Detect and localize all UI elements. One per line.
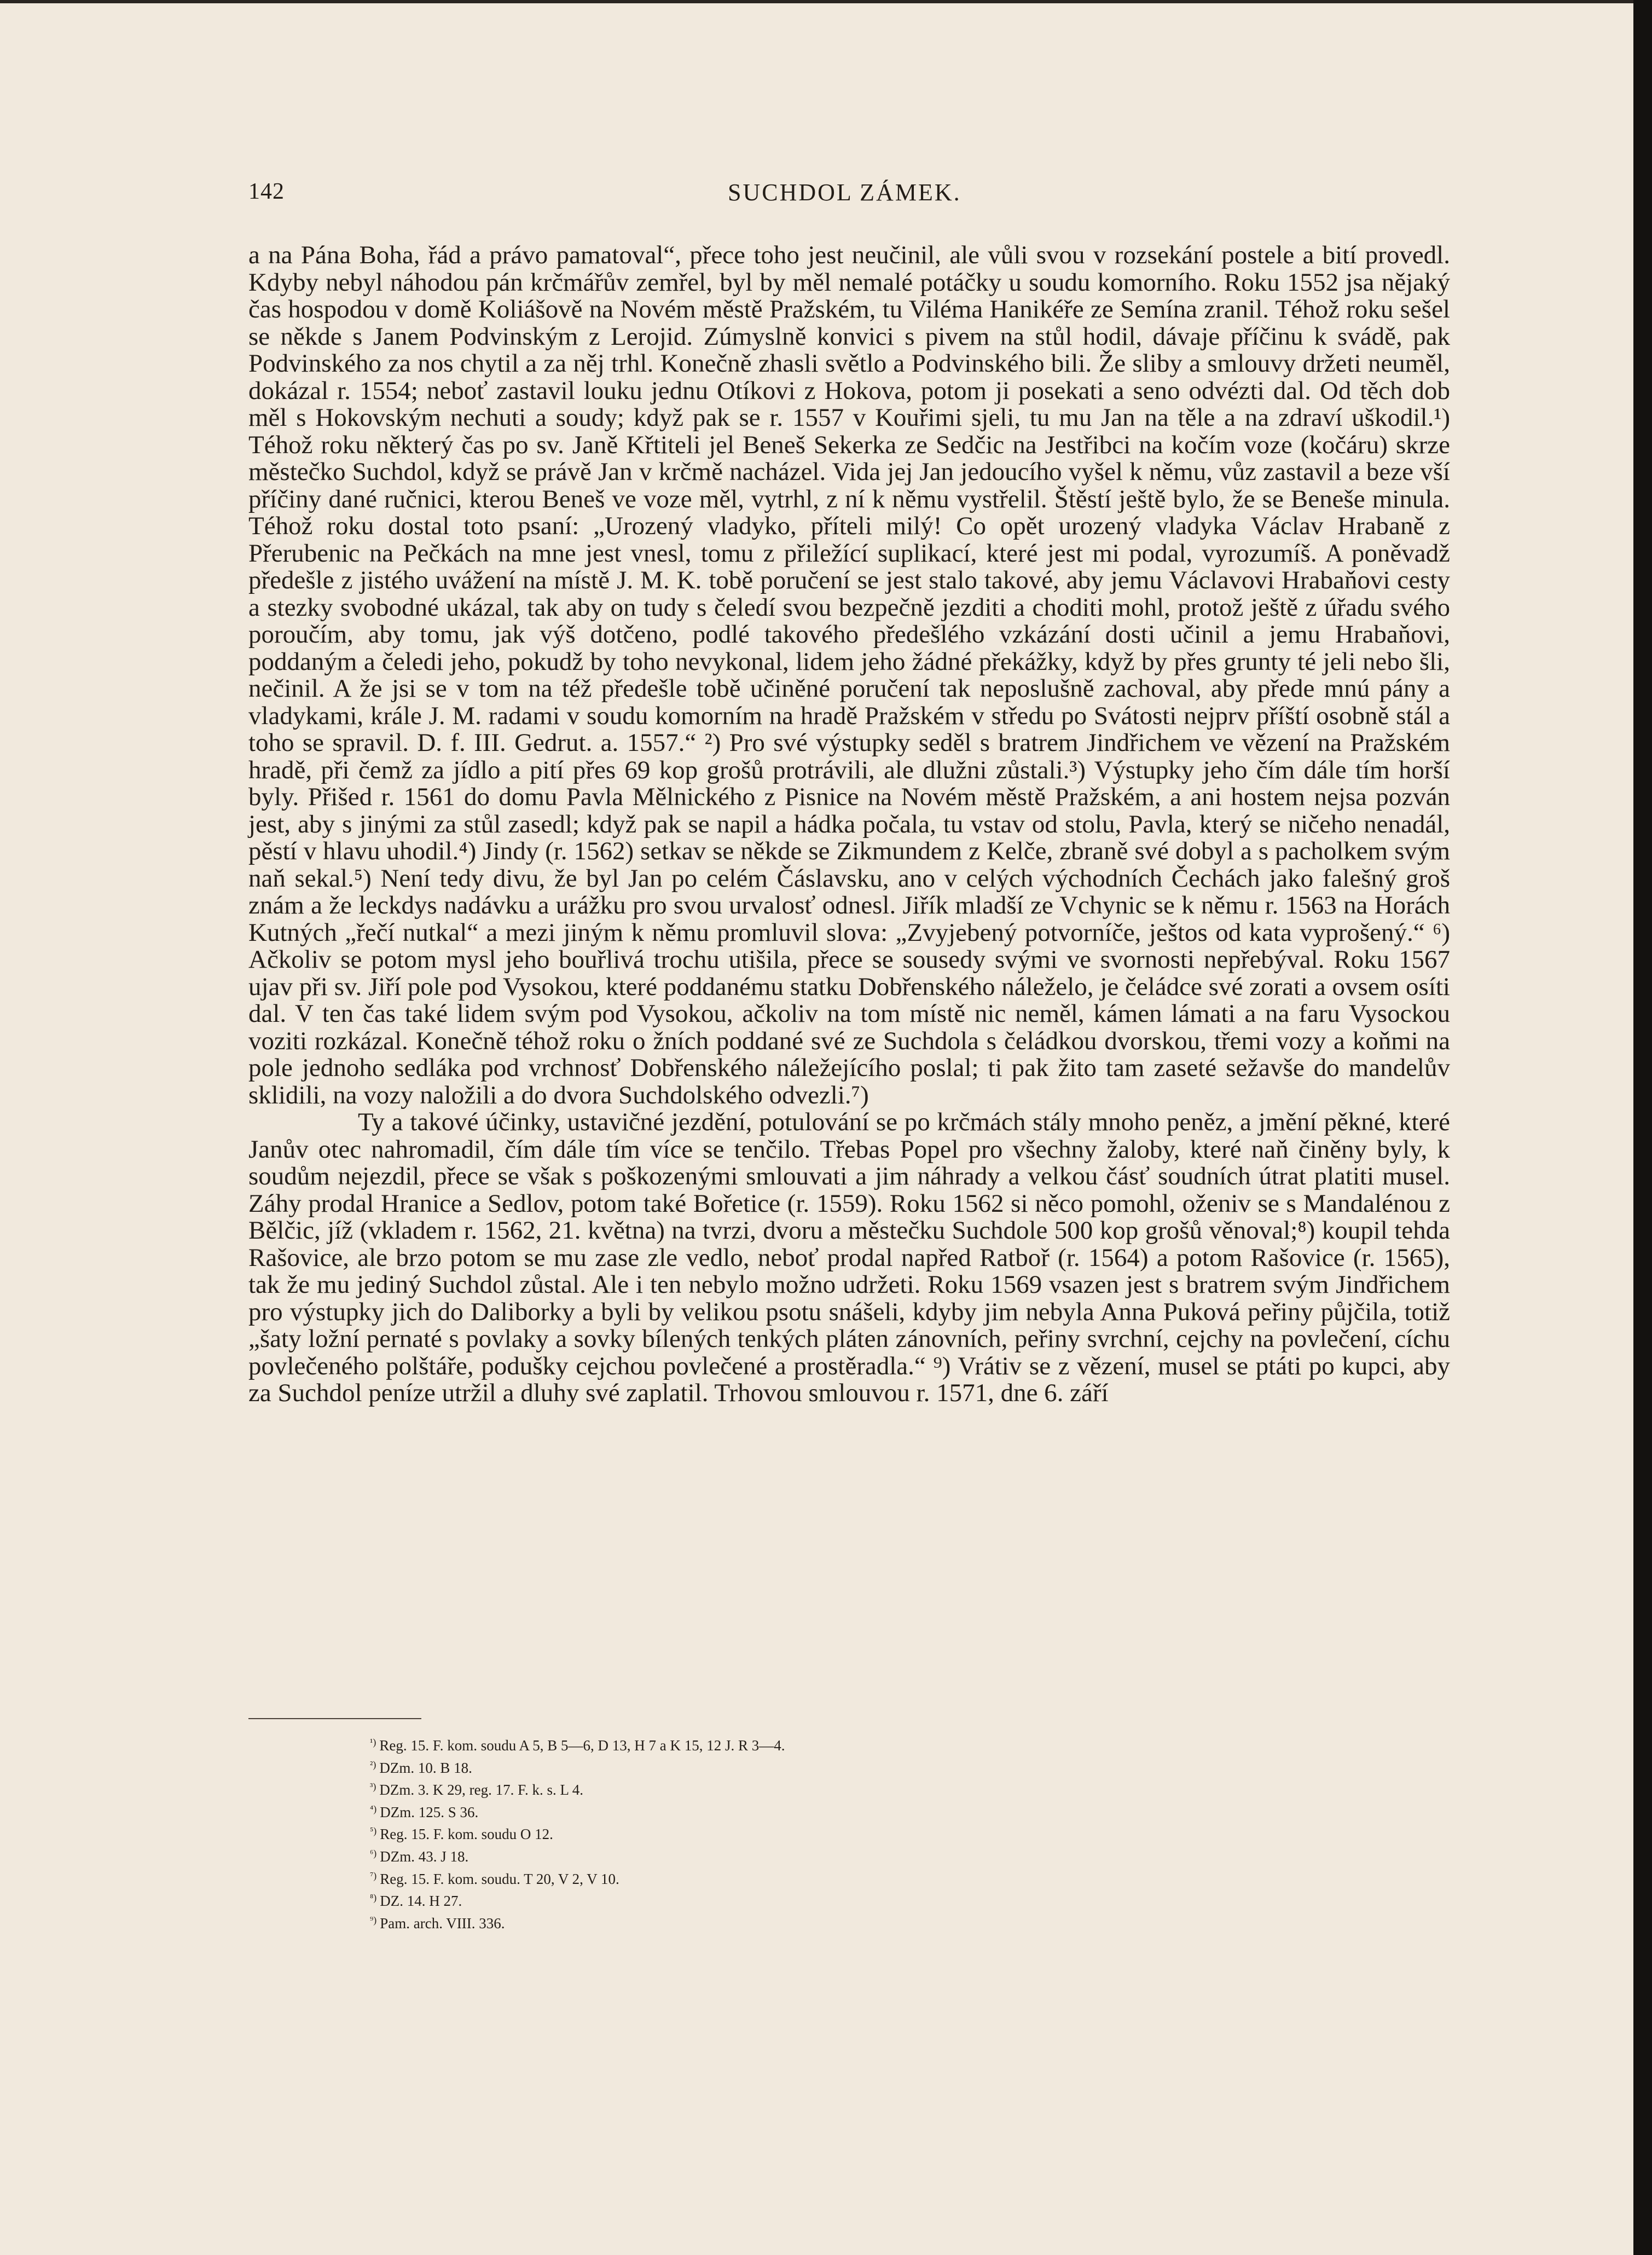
footnote-text: Reg. 15. F. kom. soudu O 12. [380,1826,553,1843]
footnote-6 [370,1844,1136,1866]
footnote-2 [370,1755,1136,1778]
footnote-mark: ⁷) [370,1870,377,1881]
footnote-mark: ³) [370,1781,376,1793]
footnote-7 [370,1866,1136,1889]
footnote-text: DZm. 125. S 36. [380,1803,479,1820]
running-title: SUCHDOL ZÁMEK. [728,179,961,206]
footnote-8 [370,1888,1136,1911]
footnote-text: DZm. 3. K 29, reg. 17. F. k. s. L 4. [379,1782,583,1799]
footnote-mark: ⁸) [370,1892,377,1904]
footnote-mark: ⁵) [370,1825,377,1837]
footnote-text: DZ. 14. H 27. [380,1893,462,1910]
footnote-1 [370,1733,1136,1755]
right-scrollbar[interactable] [1633,0,1652,2255]
footnote-mark: ⁹) [370,1914,377,1926]
footnote-separator [248,1718,421,1719]
footnote-text: DZm. 43. J 18. [380,1848,469,1865]
footnotes [370,1733,1136,1933]
footnote-mark: ¹) [370,1737,376,1748]
top-edge-line [0,0,1652,3]
footnote-mark: ⁶) [370,1847,377,1859]
footnote-mark: ²) [370,1759,376,1770]
paragraph-2: Ty a takové účinky, ustavičné jezdění, potulování se po krčmách stály mnoho peněz, a jmění pěkné, které Janův otec nahromadil, čím dále tím více se tenčilo. Třebas Popel pro všechny žaloby, které naň činěny byly, k soudům nejezdil, přece se však s poškozenými smlouvati a jim náhrady a velkou čásť soudních útrat platiti musel. Záhy prodal Hranice a Sedlov, potom také Bořetice (r. 1559). Roku 1562 si něco pomohl, oženiv se s Mandalénou z Bělčic, jíž (vkladem r. 1562, 21. května) na tvrzi, dvoru a městečku Suchdole 500 kop grošů věnoval;⁸) koupil tehda Rašovice, ale brzo potom se mu zase zle vedlo, neboť prodal napřed Ratboř (r. 1564) a potom Rašovice (r. 1565), tak že mu jediný Suchdol zůstal. Ale i ten nebylo možno udržeti. Roku 1569 vsazen jest s bratrem svým Jindřichem pro výstupky jich do Daliborky a byli by velikou psotu snášeli, kdyby jim nebyla Anna Puková peřiny půjčila, totiž „šaty ložní pernaté s povlaky a sovky bílených tenkých pláten zánovních, peřiny svrchní, cejchy na povlečení, cíchu povlečeného polštáře, podušky cejchou povlečené a prostěradla.“ ⁹) Vrátiv se z vězení, musel se ptáti po kupci, aby za Suchdol peníze utržil a dluhy své zaplatil. Trhovou smlouvou r. 1571, dne 6. září [248,1108,1450,1407]
footnote-text: DZm. 10. B 18. [379,1759,472,1776]
footnote-9 [370,1911,1136,1933]
footnote-4 [370,1800,1136,1822]
page-number: 142 [248,179,285,204]
footnote-3 [370,1777,1136,1800]
footnote-text: Reg. 15. F. kom. soudu A 5, B 5—6, D 13, H 7 a K 15, 12 J. R 3—4. [379,1737,785,1754]
page-header [0,178,1652,217]
body-text [248,242,1450,1407]
paragraph-1: a na Pána Boha, řád a právo pamatoval“, přece toho jest neučinil, ale vůli svou v rozsekání postele a bití provedl. Kdyby nebyl náhodou pán krčmářův zemřel, byl by měl nemalé potáčky u soudu komorního. Roku 1552 jsa nějaký čas hospodou v domě Koliášově na Novém městě Pražském, tu Viléma Hanikéře ze Semína zranil. Téhož roku sešel se někde s Janem Podvinským z Lerojid. Zúmyslně konvici s pivem na stůl hodil, dávaje příčinu k svádě, pak Podvinského za nos chytil a za něj trhl. Konečně zhasli světlo a Podvinského bili. Že sliby a smlouvy držeti neuměl, dokázal r. 1554; neboť zastavil louku jednu Otíkovi z Hokova, potom ji posekati a seno odvézti dal. Od těch dob měl s Hokovským nechuti a soudy; když pak se r. 1557 v Kouřimi sjeli, tu mu Jan na těle a na zdraví uškodil.¹) Téhož roku některý čas po sv. Janě Křtiteli jel Beneš Sekerka ze Sedčic na Jestřibci na kočím voze (kočáru) skrze městečko Suchdol, když se právě Jan v krčmě nacházel. Vida jej Jan jedoucího vyšel k němu, vůz zastavil a beze vší příčiny dané ručnici, kterou Beneš ve voze měl, vytrhl, z ní k němu vystřelil. Štěstí ještě bylo, že se Beneše minula. Téhož roku dostal toto psaní: „Urozený vladyko, příteli milý! Co opět urozený vladyka Václav Hrabaně z Přerubenic na Pečkách na mne jest vnesl, tomu z přiležící suplikací, které jest mi podal, vyrozumíš. A poněvadž předešle z jistého uvážení na místě J. M. K. tobě poručení se jest stalo takové, aby jemu Václavovi Hrabaňovi cesty a stezky svobodné ukázal, tak aby on tudy s čeledí svou bezpečně jezditi a choditi mohl, protož ještě z úřadu svého poroučím, aby tomu, jak výš dotčeno, podlé takového předešlého vzkázání dosti učinil a jemu Hrabaňovi, poddaným a čeledi jeho, pokudž by toho nevykonal, lidem jeho žádné překážky, když by přes grunty té jeli nebo šli, nečinil. A že jsi se v tom na též předešle tobě učiněné poručení tak neposlušně zachoval, aby přede mnú pány a vladykami, krále J. M. radami v soudu komorním na hradě Pražském v středu po Svátosti nejprv příští osobně stál a toho se spravil. D. f. III. Gedrut. a. 1557.“ ²) Pro své výstupky seděl s bratrem Jindřichem ve vězení na Pražském hradě, při čemž za jídlo a pití přes 69 kop grošů protrávili, ale dlužni zůstali.³) Výstupky jeho čím dále tím horší byly. Přišed r. 1561 do domu Pavla Mělnického z Pisnice na Novém městě Pražském, a ani hostem nejsa pozván jest, aby s jinými za stůl zasedl; když pak se napil a hádka počala, tu vstav od stolu, Pavla, který se ničeho nenadál, pěstí v hlavu uhodil.⁴) Jindy (r. 1562) setkav se někde se Zikmundem z Kelče, zbraně své dobyl a s pacholkem svým naň sekal.⁵) Není tedy divu, že byl Jan po celém Čáslavsku, ano v celých východních Čechách jako falešný groš znám a že leckdys nadávku a urážku pro svou urvalosť odnesl. Jiřík mladší ze Vchynic se k němu r. 1563 na Horách Kutných „řečí nutkal“ a mezi jiným k němu promluvil slova: „Zvyjebený potvorníče, ještos od kata vyprošený.“ ⁶) Ačkoliv se potom mysl jeho bouřlivá trochu utišila, přece se sousedy svými ve svornosti nepřebýval. Roku 1567 ujav při sv. Jiří pole pod Vysokou, které poddanému statku Dobřenského náleželo, je čeládce své zorati a ovsem osíti dal. V ten čas také lidem svým pod Vysokou, ačkoliv na tom místě nic neměl, kámen lámati a na faru Vysockou voziti rozkázal. Konečně téhož roku o žních poddané své ze Suchdola s čeládkou dvorskou, třemi vozy a koňmi na pole jednoho sedláka pod vrchnosť Dobřenského náležejícího poslal; ti pak žito tam zaseté sežavše do mandelův sklidili, na vozy naložili a do dvora Suchdolského odvezli.⁷) [248,241,1450,1109]
footnote-text: Pam. arch. VIII. 336. [380,1915,505,1932]
footnote-mark: ⁴) [370,1803,377,1814]
footnote-text: Reg. 15. F. kom. soudu. T 20, V 2, V 10. [380,1870,619,1887]
footnote-5 [370,1822,1136,1844]
